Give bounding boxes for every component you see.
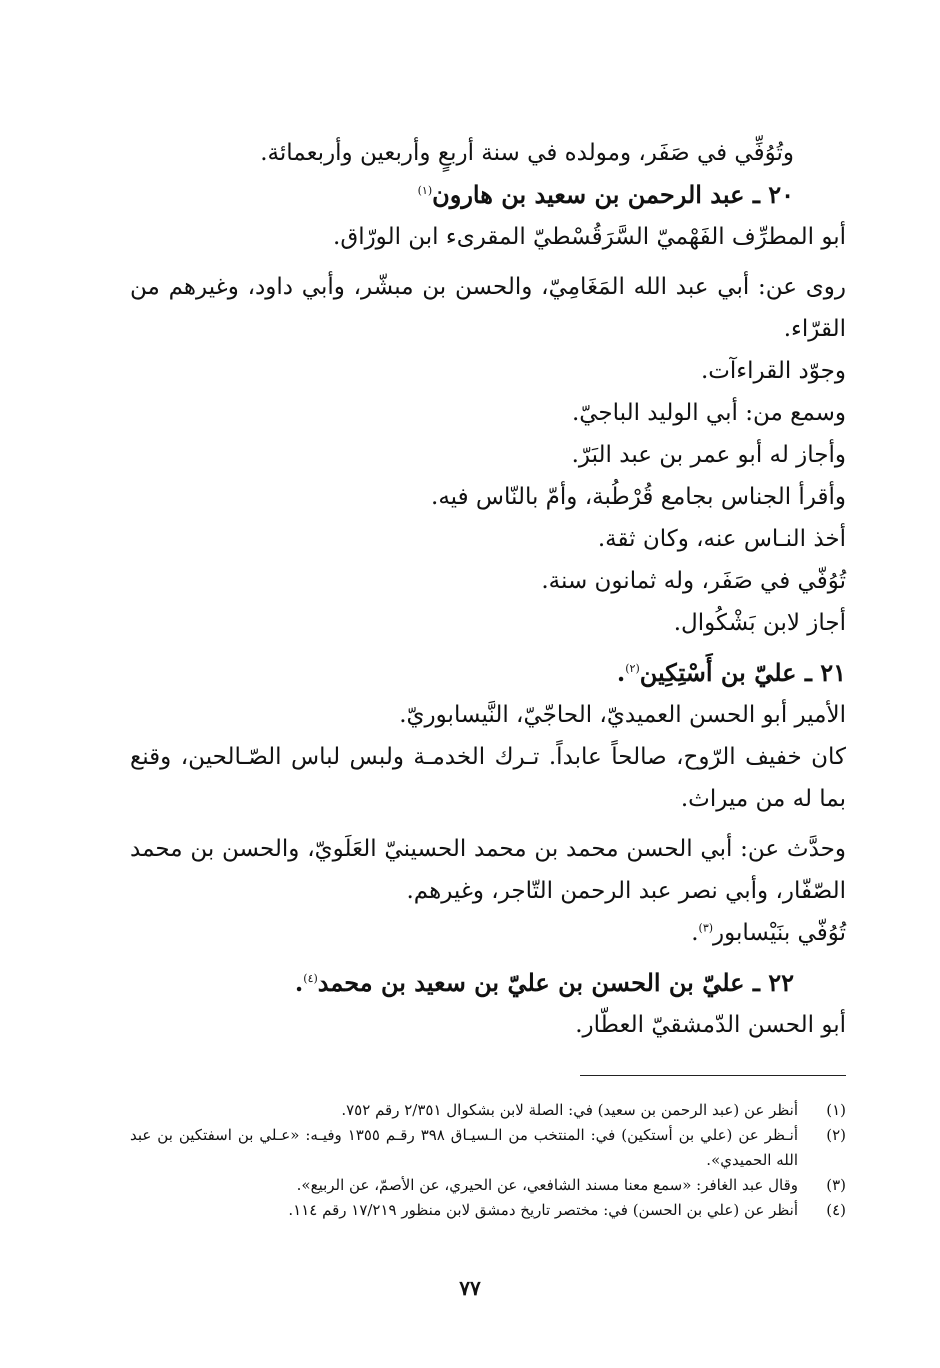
paragraph: روى عن: أبي عبد الله المَغَامِيّ، والحسن بن مبشّر، وأبي داود، وغيرهم من القرّاء. — [130, 274, 846, 342]
footnote-ref: (١) — [417, 184, 433, 197]
entry-title: ٢٢ ـ عليّ بن الحسن بن عليّ بن سعيد بن محمد — [317, 968, 794, 997]
entry-title: ٢١ ـ عليّ بن أَسْتِكِين — [639, 658, 846, 687]
text-line: أخذ النـاس عنه، وكان ثقة. — [597, 526, 846, 552]
footnote-text: أنظر عن (علي بن الحسن) في: مختصر تاريخ دمشق لابن منظور ١٧/٢١٩ رقم ١١٤. — [288, 1201, 798, 1219]
footnote-divider — [580, 1075, 846, 1076]
footnote-number: (٢) — [826, 1126, 846, 1144]
entry-title: ٢٠ ـ عبد الرحمن بن سعيد بن هارون — [432, 180, 794, 209]
text-line: وسمع من: أبي الوليد الباجيّ. — [571, 400, 846, 426]
footnote — [130, 1198, 846, 1223]
page-number: ٧٧ — [459, 1276, 481, 1300]
footnote — [130, 1098, 846, 1123]
text-line: أبو الحسن الدّمشقيّ العطّار. — [575, 1012, 846, 1038]
text-line: وجوّد القراءآت. — [700, 358, 846, 384]
text-line: وتُوُفِّي في صَفَر، ومولده في سنة أربعٍ وأربعين وأربعمائة. — [260, 140, 794, 166]
footnote — [130, 1123, 846, 1173]
death-note: تُوُفّي بنَيْسابور — [713, 920, 846, 946]
page-body — [130, 132, 846, 1046]
footnote-text: أنظر عن (عبد الرحمن بن سعيد) في: الصلة لابن بشكوال ٢/٣٥١ رقم ٧٥٢. — [341, 1101, 798, 1119]
text-line: الأمير أبو الحسن العميديّ، الحاجّيّ، النَّيسابوريّ. — [399, 702, 846, 728]
footnote — [130, 1173, 846, 1198]
footnote-ref: (٤) — [303, 972, 318, 985]
footnote-ref: (٣) — [698, 921, 714, 935]
text-line: أجاز لابن بَشْكُوال. — [673, 610, 846, 636]
text-line: وأجاز له أبو عمر بن عبد البَرّ. — [571, 442, 846, 468]
footnotes — [130, 1098, 846, 1223]
footnote-number: (٤) — [826, 1201, 846, 1219]
entry-heading-21: ٢١ ـ عليّ بن أَسْتِكِين$^{(٢)}$. — [616, 658, 846, 687]
text-line: أبو المطرِّف الفَهْميّ السَّرَقُسْطيّ المقرىء ابن الورّاق. — [333, 224, 846, 250]
text-line: تُوُفّي بنَيْسابور$^{(٣)}$. — [691, 920, 846, 946]
footnote-text: وقال عبد الغافر: «سمع معنا مسند الشافعي، عن الحيري، عن الأصمّ، عن الربيع». — [296, 1176, 798, 1194]
footnote-number: (٣) — [826, 1176, 846, 1194]
text-line: تُوُفّي في صَفَر، وله ثمانون سنة. — [541, 568, 846, 594]
text-line: وأقرأ الجناس بجامع قُرْطُبة، وأمّ بالنّاس فيه. — [431, 484, 846, 510]
footnote-number: (١) — [826, 1101, 846, 1119]
footnote-text: أنـظر عن (علي بن أستكين) في: المنتخب من الـسيـاق ٣٩٨ رقـم ١٣٥٥ وفيـه: «عـلي بن اسفتكين بن عبد الله الحميدي». — [130, 1126, 798, 1169]
entry-heading-22: ٢٢ ـ عليّ بن الحسن بن عليّ بن سعيد بن محمد$^{(٤)}$. — [294, 968, 794, 997]
paragraph: وحدَّث عن: أبي الحسن محمد بن محمد الحسينيّ العَلَويّ، والحسن بن محمد الصّفّار، وأبي نصر عبد الرحمن التّاجر، وغيرهم. — [130, 836, 846, 904]
entry-heading-20 — [130, 174, 846, 216]
footnote-ref: (٢) — [625, 662, 640, 675]
paragraph: كان خفيف الرّوح، صالحاً عابداً. تـرك الخدمـة ولبس لباس الصّـالحين، وقنع بما له من ميراث. — [130, 744, 846, 812]
